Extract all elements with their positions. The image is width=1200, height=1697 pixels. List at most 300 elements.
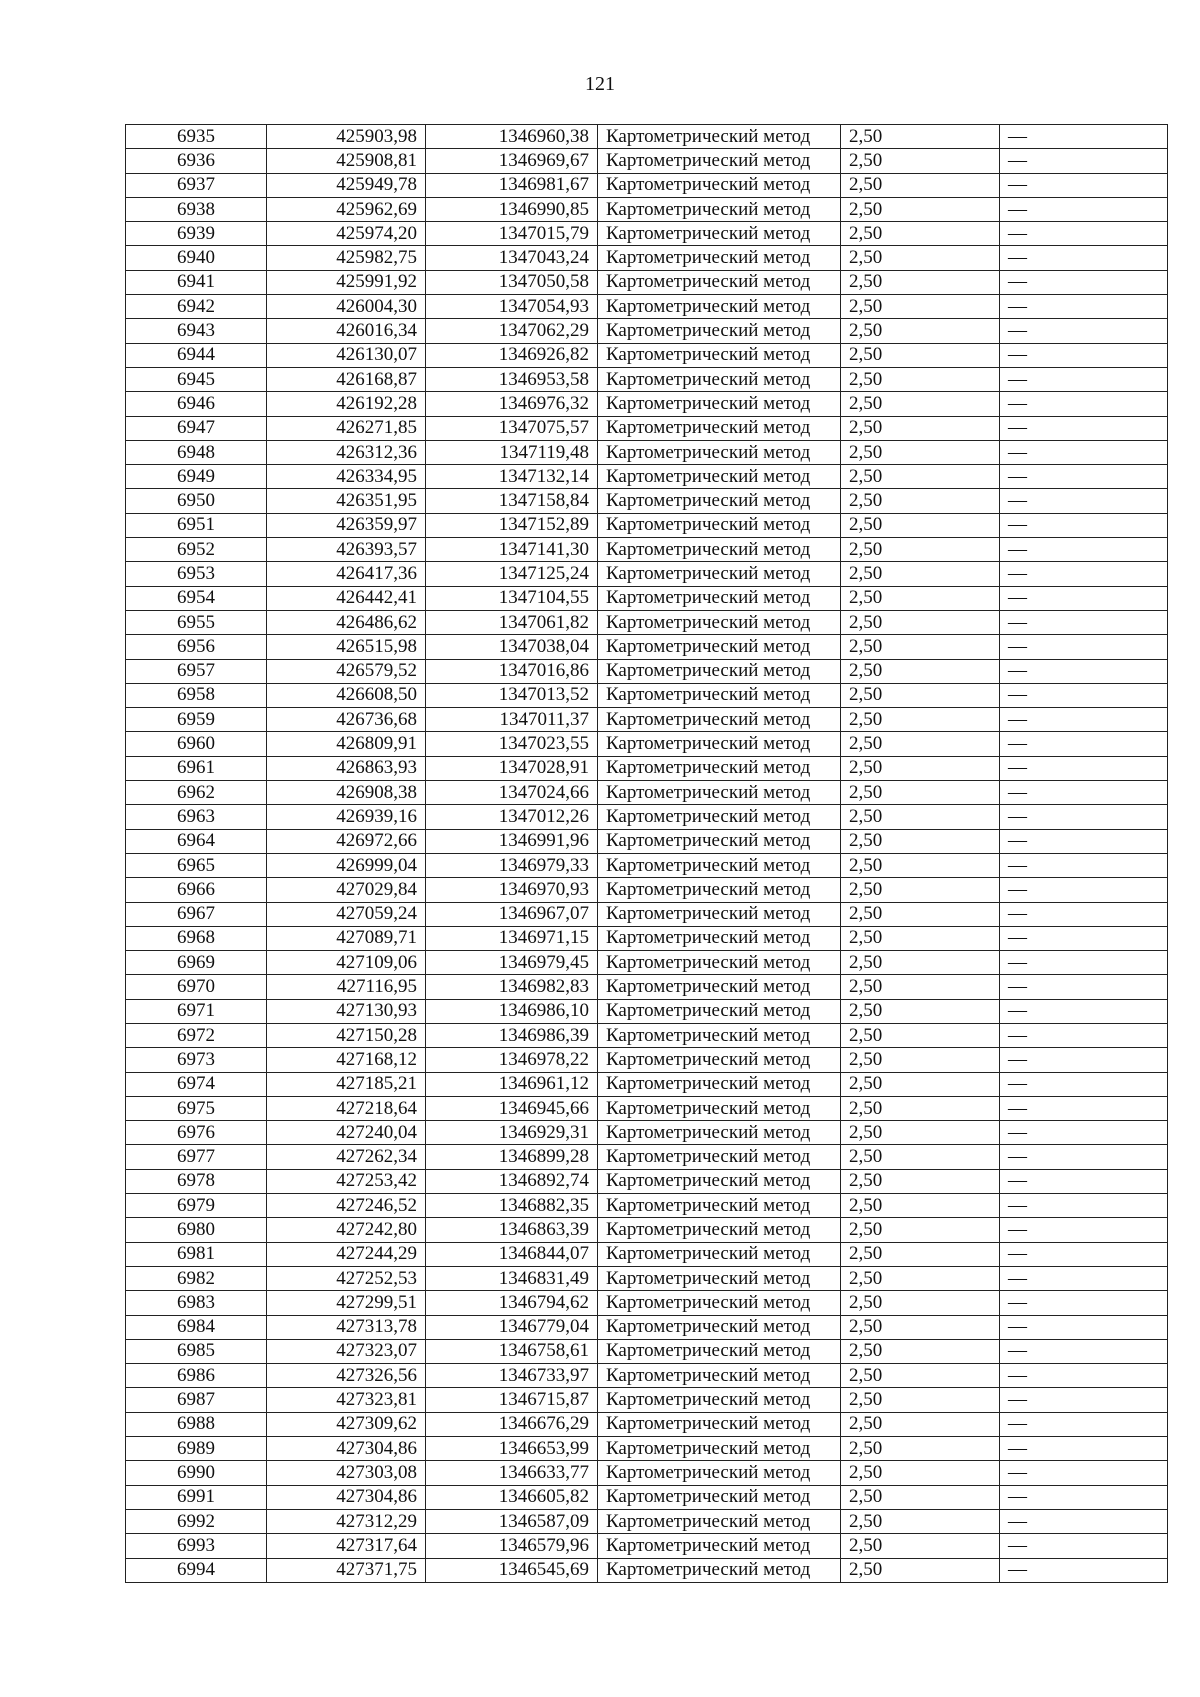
description-cell: —	[1000, 1266, 1168, 1290]
table-row	[126, 975, 1168, 999]
point-number-cell: 6975	[126, 1096, 267, 1120]
method-cell: Картометрический метод	[598, 683, 841, 707]
point-number-cell: 6953	[126, 562, 267, 586]
description-cell: —	[1000, 756, 1168, 780]
method-cell: Картометрический метод	[598, 1461, 841, 1485]
y-coordinate-cell: 1346794,62	[426, 1291, 598, 1315]
x-coordinate-cell: 427029,84	[267, 878, 426, 902]
point-number-cell: 6988	[126, 1412, 267, 1436]
accuracy-cell: 2,50	[841, 708, 1000, 732]
method-cell: Картометрический метод	[598, 708, 841, 732]
point-number-cell: 6985	[126, 1339, 267, 1363]
table-row	[126, 1145, 1168, 1169]
y-coordinate-cell: 1346579,96	[426, 1534, 598, 1558]
accuracy-cell: 2,50	[841, 1291, 1000, 1315]
point-number-cell: 6939	[126, 222, 267, 246]
point-number-cell: 6962	[126, 781, 267, 805]
description-cell: —	[1000, 1072, 1168, 1096]
accuracy-cell: 2,50	[841, 829, 1000, 853]
point-number-cell: 6971	[126, 999, 267, 1023]
y-coordinate-cell: 1346990,85	[426, 197, 598, 221]
table-row	[126, 538, 1168, 562]
y-coordinate-cell: 1346653,99	[426, 1437, 598, 1461]
description-cell: —	[1000, 1291, 1168, 1315]
y-coordinate-cell: 1347038,04	[426, 635, 598, 659]
accuracy-cell: 2,50	[841, 951, 1000, 975]
accuracy-cell: 2,50	[841, 1072, 1000, 1096]
method-cell: Картометрический метод	[598, 1096, 841, 1120]
method-cell: Картометрический метод	[598, 756, 841, 780]
table-row	[126, 1169, 1168, 1193]
accuracy-cell: 2,50	[841, 781, 1000, 805]
x-coordinate-cell: 426515,98	[267, 635, 426, 659]
x-coordinate-cell: 426939,16	[267, 805, 426, 829]
accuracy-cell: 2,50	[841, 1023, 1000, 1047]
table-row	[126, 513, 1168, 537]
description-cell: —	[1000, 367, 1168, 391]
accuracy-cell: 2,50	[841, 562, 1000, 586]
x-coordinate-cell: 426579,52	[267, 659, 426, 683]
description-cell: —	[1000, 610, 1168, 634]
point-number-cell: 6976	[126, 1121, 267, 1145]
table-row	[126, 659, 1168, 683]
description-cell: —	[1000, 1023, 1168, 1047]
x-coordinate-cell: 426809,91	[267, 732, 426, 756]
description-cell: —	[1000, 829, 1168, 853]
y-coordinate-cell: 1346978,22	[426, 1048, 598, 1072]
table-row	[126, 1364, 1168, 1388]
point-number-cell: 6944	[126, 343, 267, 367]
method-cell: Картометрический метод	[598, 1169, 841, 1193]
point-number-cell: 6945	[126, 367, 267, 391]
table-row	[126, 295, 1168, 319]
table-row	[126, 1437, 1168, 1461]
x-coordinate-cell: 427317,64	[267, 1534, 426, 1558]
method-cell: Картометрический метод	[598, 829, 841, 853]
point-number-cell: 6957	[126, 659, 267, 683]
table-row	[126, 1315, 1168, 1339]
table-row	[126, 270, 1168, 294]
description-cell: —	[1000, 708, 1168, 732]
y-coordinate-cell: 1346633,77	[426, 1461, 598, 1485]
description-cell: —	[1000, 343, 1168, 367]
accuracy-cell: 2,50	[841, 246, 1000, 270]
table-row	[126, 805, 1168, 829]
coordinates-table	[125, 124, 1168, 1583]
table-row	[126, 635, 1168, 659]
description-cell: —	[1000, 1048, 1168, 1072]
accuracy-cell: 2,50	[841, 1266, 1000, 1290]
x-coordinate-cell: 426192,28	[267, 392, 426, 416]
table-row	[126, 853, 1168, 877]
description-cell: —	[1000, 1218, 1168, 1242]
y-coordinate-cell: 1346545,69	[426, 1558, 598, 1582]
accuracy-cell: 2,50	[841, 197, 1000, 221]
x-coordinate-cell: 426359,97	[267, 513, 426, 537]
accuracy-cell: 2,50	[841, 538, 1000, 562]
x-coordinate-cell: 426004,30	[267, 295, 426, 319]
table-row	[126, 1291, 1168, 1315]
y-coordinate-cell: 1347043,24	[426, 246, 598, 270]
table-row	[126, 999, 1168, 1023]
x-coordinate-cell: 427253,42	[267, 1169, 426, 1193]
method-cell: Картометрический метод	[598, 538, 841, 562]
description-cell: —	[1000, 538, 1168, 562]
accuracy-cell: 2,50	[841, 1121, 1000, 1145]
description-cell: —	[1000, 975, 1168, 999]
y-coordinate-cell: 1347075,57	[426, 416, 598, 440]
y-coordinate-cell: 1346882,35	[426, 1194, 598, 1218]
description-cell: —	[1000, 149, 1168, 173]
method-cell: Картометрический метод	[598, 1534, 841, 1558]
table-row	[126, 1461, 1168, 1485]
x-coordinate-cell: 426908,38	[267, 781, 426, 805]
y-coordinate-cell: 1347158,84	[426, 489, 598, 513]
method-cell: Картометрический метод	[598, 489, 841, 513]
method-cell: Картометрический метод	[598, 440, 841, 464]
y-coordinate-cell: 1347061,82	[426, 610, 598, 634]
description-cell: —	[1000, 1145, 1168, 1169]
y-coordinate-cell: 1347152,89	[426, 513, 598, 537]
method-cell: Картометрический метод	[598, 246, 841, 270]
x-coordinate-cell: 427246,52	[267, 1194, 426, 1218]
y-coordinate-cell: 1347012,26	[426, 805, 598, 829]
table-row	[126, 683, 1168, 707]
table-row	[126, 197, 1168, 221]
x-coordinate-cell: 427313,78	[267, 1315, 426, 1339]
point-number-cell: 6959	[126, 708, 267, 732]
point-number-cell: 6993	[126, 1534, 267, 1558]
description-cell: —	[1000, 732, 1168, 756]
y-coordinate-cell: 1347015,79	[426, 222, 598, 246]
table-row	[126, 610, 1168, 634]
y-coordinate-cell: 1346970,93	[426, 878, 598, 902]
table-row	[126, 1048, 1168, 1072]
y-coordinate-cell: 1347141,30	[426, 538, 598, 562]
method-cell: Картометрический метод	[598, 732, 841, 756]
table-row	[126, 1218, 1168, 1242]
y-coordinate-cell: 1346982,83	[426, 975, 598, 999]
table-row	[126, 1072, 1168, 1096]
x-coordinate-cell: 425908,81	[267, 149, 426, 173]
y-coordinate-cell: 1346676,29	[426, 1412, 598, 1436]
x-coordinate-cell: 426608,50	[267, 683, 426, 707]
table-row	[126, 1023, 1168, 1047]
accuracy-cell: 2,50	[841, 416, 1000, 440]
accuracy-cell: 2,50	[841, 440, 1000, 464]
point-number-cell: 6991	[126, 1485, 267, 1509]
y-coordinate-cell: 1346961,12	[426, 1072, 598, 1096]
method-cell: Картометрический метод	[598, 781, 841, 805]
description-cell: —	[1000, 1485, 1168, 1509]
description-cell: —	[1000, 246, 1168, 270]
x-coordinate-cell: 426417,36	[267, 562, 426, 586]
point-number-cell: 6978	[126, 1169, 267, 1193]
method-cell: Картометрический метод	[598, 416, 841, 440]
x-coordinate-cell: 427304,86	[267, 1485, 426, 1509]
accuracy-cell: 2,50	[841, 465, 1000, 489]
accuracy-cell: 2,50	[841, 999, 1000, 1023]
accuracy-cell: 2,50	[841, 173, 1000, 197]
description-cell: —	[1000, 1121, 1168, 1145]
y-coordinate-cell: 1346844,07	[426, 1242, 598, 1266]
accuracy-cell: 2,50	[841, 610, 1000, 634]
table-row	[126, 367, 1168, 391]
x-coordinate-cell: 427089,71	[267, 926, 426, 950]
point-number-cell: 6986	[126, 1364, 267, 1388]
description-cell: —	[1000, 1096, 1168, 1120]
point-number-cell: 6980	[126, 1218, 267, 1242]
y-coordinate-cell: 1346960,38	[426, 125, 598, 149]
y-coordinate-cell: 1346892,74	[426, 1169, 598, 1193]
method-cell: Картометрический метод	[598, 610, 841, 634]
method-cell: Картометрический метод	[598, 1437, 841, 1461]
method-cell: Картометрический метод	[598, 1364, 841, 1388]
accuracy-cell: 2,50	[841, 586, 1000, 610]
description-cell: —	[1000, 392, 1168, 416]
accuracy-cell: 2,50	[841, 1242, 1000, 1266]
point-number-cell: 6954	[126, 586, 267, 610]
table-row	[126, 319, 1168, 343]
table-row	[126, 878, 1168, 902]
x-coordinate-cell: 426442,41	[267, 586, 426, 610]
x-coordinate-cell: 427371,75	[267, 1558, 426, 1582]
method-cell: Картометрический метод	[598, 1194, 841, 1218]
accuracy-cell: 2,50	[841, 659, 1000, 683]
description-cell: —	[1000, 853, 1168, 877]
point-number-cell: 6983	[126, 1291, 267, 1315]
x-coordinate-cell: 426130,07	[267, 343, 426, 367]
table-row	[126, 732, 1168, 756]
description-cell: —	[1000, 683, 1168, 707]
table-row	[126, 1388, 1168, 1412]
point-number-cell: 6955	[126, 610, 267, 634]
point-number-cell: 6937	[126, 173, 267, 197]
x-coordinate-cell: 426016,34	[267, 319, 426, 343]
description-cell: —	[1000, 586, 1168, 610]
description-cell: —	[1000, 1412, 1168, 1436]
description-cell: —	[1000, 999, 1168, 1023]
table-row	[126, 829, 1168, 853]
description-cell: —	[1000, 659, 1168, 683]
x-coordinate-cell: 427303,08	[267, 1461, 426, 1485]
table-row	[126, 343, 1168, 367]
description-cell: —	[1000, 1388, 1168, 1412]
x-coordinate-cell: 427323,81	[267, 1388, 426, 1412]
table-row	[126, 1412, 1168, 1436]
accuracy-cell: 2,50	[841, 756, 1000, 780]
x-coordinate-cell: 426312,36	[267, 440, 426, 464]
point-number-cell: 6969	[126, 951, 267, 975]
point-number-cell: 6981	[126, 1242, 267, 1266]
description-cell: —	[1000, 562, 1168, 586]
accuracy-cell: 2,50	[841, 878, 1000, 902]
accuracy-cell: 2,50	[841, 1096, 1000, 1120]
method-cell: Картометрический метод	[598, 343, 841, 367]
x-coordinate-cell: 427240,04	[267, 1121, 426, 1145]
point-number-cell: 6964	[126, 829, 267, 853]
description-cell: —	[1000, 173, 1168, 197]
point-number-cell: 6951	[126, 513, 267, 537]
x-coordinate-cell: 425974,20	[267, 222, 426, 246]
point-number-cell: 6982	[126, 1266, 267, 1290]
accuracy-cell: 2,50	[841, 1485, 1000, 1509]
table-row	[126, 1194, 1168, 1218]
accuracy-cell: 2,50	[841, 902, 1000, 926]
table-row	[126, 781, 1168, 805]
description-cell: —	[1000, 1461, 1168, 1485]
method-cell: Картометрический метод	[598, 1388, 841, 1412]
point-number-cell: 6970	[126, 975, 267, 999]
description-cell: —	[1000, 440, 1168, 464]
point-number-cell: 6984	[126, 1315, 267, 1339]
x-coordinate-cell: 427130,93	[267, 999, 426, 1023]
accuracy-cell: 2,50	[841, 1218, 1000, 1242]
y-coordinate-cell: 1346979,33	[426, 853, 598, 877]
y-coordinate-cell: 1346929,31	[426, 1121, 598, 1145]
y-coordinate-cell: 1346899,28	[426, 1145, 598, 1169]
x-coordinate-cell: 427218,64	[267, 1096, 426, 1120]
accuracy-cell: 2,50	[841, 295, 1000, 319]
y-coordinate-cell: 1347104,55	[426, 586, 598, 610]
accuracy-cell: 2,50	[841, 343, 1000, 367]
accuracy-cell: 2,50	[841, 1412, 1000, 1436]
point-number-cell: 6987	[126, 1388, 267, 1412]
description-cell: —	[1000, 270, 1168, 294]
description-cell: —	[1000, 805, 1168, 829]
table-row	[126, 562, 1168, 586]
y-coordinate-cell: 1346971,15	[426, 926, 598, 950]
accuracy-cell: 2,50	[841, 489, 1000, 513]
y-coordinate-cell: 1346926,82	[426, 343, 598, 367]
y-coordinate-cell: 1347054,93	[426, 295, 598, 319]
y-coordinate-cell: 1346863,39	[426, 1218, 598, 1242]
y-coordinate-cell: 1346969,67	[426, 149, 598, 173]
method-cell: Картометрический метод	[598, 222, 841, 246]
x-coordinate-cell: 427262,34	[267, 1145, 426, 1169]
accuracy-cell: 2,50	[841, 1194, 1000, 1218]
accuracy-cell: 2,50	[841, 1388, 1000, 1412]
method-cell: Картометрический метод	[598, 1339, 841, 1363]
x-coordinate-cell: 427304,86	[267, 1437, 426, 1461]
y-coordinate-cell: 1347016,86	[426, 659, 598, 683]
point-number-cell: 6966	[126, 878, 267, 902]
y-coordinate-cell: 1346779,04	[426, 1315, 598, 1339]
accuracy-cell: 2,50	[841, 1315, 1000, 1339]
x-coordinate-cell: 427116,95	[267, 975, 426, 999]
method-cell: Картометрический метод	[598, 149, 841, 173]
description-cell: —	[1000, 125, 1168, 149]
method-cell: Картометрический метод	[598, 125, 841, 149]
table-row	[126, 1266, 1168, 1290]
method-cell: Картометрический метод	[598, 1121, 841, 1145]
description-cell: —	[1000, 222, 1168, 246]
accuracy-cell: 2,50	[841, 125, 1000, 149]
description-cell: —	[1000, 319, 1168, 343]
point-number-cell: 6948	[126, 440, 267, 464]
y-coordinate-cell: 1347062,29	[426, 319, 598, 343]
x-coordinate-cell: 427326,56	[267, 1364, 426, 1388]
accuracy-cell: 2,50	[841, 392, 1000, 416]
table-row	[126, 1558, 1168, 1582]
description-cell: —	[1000, 781, 1168, 805]
x-coordinate-cell: 426271,85	[267, 416, 426, 440]
accuracy-cell: 2,50	[841, 1145, 1000, 1169]
method-cell: Картометрический метод	[598, 1072, 841, 1096]
point-number-cell: 6992	[126, 1509, 267, 1533]
y-coordinate-cell: 1346605,82	[426, 1485, 598, 1509]
accuracy-cell: 2,50	[841, 975, 1000, 999]
point-number-cell: 6946	[126, 392, 267, 416]
method-cell: Картометрический метод	[598, 1242, 841, 1266]
point-number-cell: 6994	[126, 1558, 267, 1582]
method-cell: Картометрический метод	[598, 586, 841, 610]
method-cell: Картометрический метод	[598, 902, 841, 926]
description-cell: —	[1000, 465, 1168, 489]
point-number-cell: 6940	[126, 246, 267, 270]
method-cell: Картометрический метод	[598, 197, 841, 221]
y-coordinate-cell: 1346587,09	[426, 1509, 598, 1533]
accuracy-cell: 2,50	[841, 1461, 1000, 1485]
accuracy-cell: 2,50	[841, 1048, 1000, 1072]
method-cell: Картометрический метод	[598, 295, 841, 319]
method-cell: Картометрический метод	[598, 1145, 841, 1169]
point-number-cell: 6967	[126, 902, 267, 926]
x-coordinate-cell: 427312,29	[267, 1509, 426, 1533]
y-coordinate-cell: 1346715,87	[426, 1388, 598, 1412]
accuracy-cell: 2,50	[841, 926, 1000, 950]
x-coordinate-cell: 426486,62	[267, 610, 426, 634]
accuracy-cell: 2,50	[841, 853, 1000, 877]
coordinates-table-body	[126, 125, 1168, 1583]
point-number-cell: 6947	[126, 416, 267, 440]
method-cell: Картометрический метод	[598, 1412, 841, 1436]
x-coordinate-cell: 425903,98	[267, 125, 426, 149]
y-coordinate-cell: 1346981,67	[426, 173, 598, 197]
method-cell: Картометрический метод	[598, 173, 841, 197]
description-cell: —	[1000, 635, 1168, 659]
accuracy-cell: 2,50	[841, 1534, 1000, 1558]
x-coordinate-cell: 427242,80	[267, 1218, 426, 1242]
accuracy-cell: 2,50	[841, 319, 1000, 343]
point-number-cell: 6960	[126, 732, 267, 756]
point-number-cell: 6979	[126, 1194, 267, 1218]
table-row	[126, 465, 1168, 489]
description-cell: —	[1000, 1315, 1168, 1339]
x-coordinate-cell: 426334,95	[267, 465, 426, 489]
table-row	[126, 440, 1168, 464]
table-row	[126, 222, 1168, 246]
description-cell: —	[1000, 902, 1168, 926]
point-number-cell: 6949	[126, 465, 267, 489]
description-cell: —	[1000, 1242, 1168, 1266]
x-coordinate-cell: 427299,51	[267, 1291, 426, 1315]
y-coordinate-cell: 1346831,49	[426, 1266, 598, 1290]
x-coordinate-cell: 426999,04	[267, 853, 426, 877]
table-row	[126, 926, 1168, 950]
method-cell: Картометрический метод	[598, 1315, 841, 1339]
y-coordinate-cell: 1347050,58	[426, 270, 598, 294]
table-row	[126, 1534, 1168, 1558]
x-coordinate-cell: 425982,75	[267, 246, 426, 270]
accuracy-cell: 2,50	[841, 1437, 1000, 1461]
point-number-cell: 6943	[126, 319, 267, 343]
point-number-cell: 6952	[126, 538, 267, 562]
point-number-cell: 6942	[126, 295, 267, 319]
description-cell: —	[1000, 1509, 1168, 1533]
description-cell: —	[1000, 1437, 1168, 1461]
description-cell: —	[1000, 1194, 1168, 1218]
